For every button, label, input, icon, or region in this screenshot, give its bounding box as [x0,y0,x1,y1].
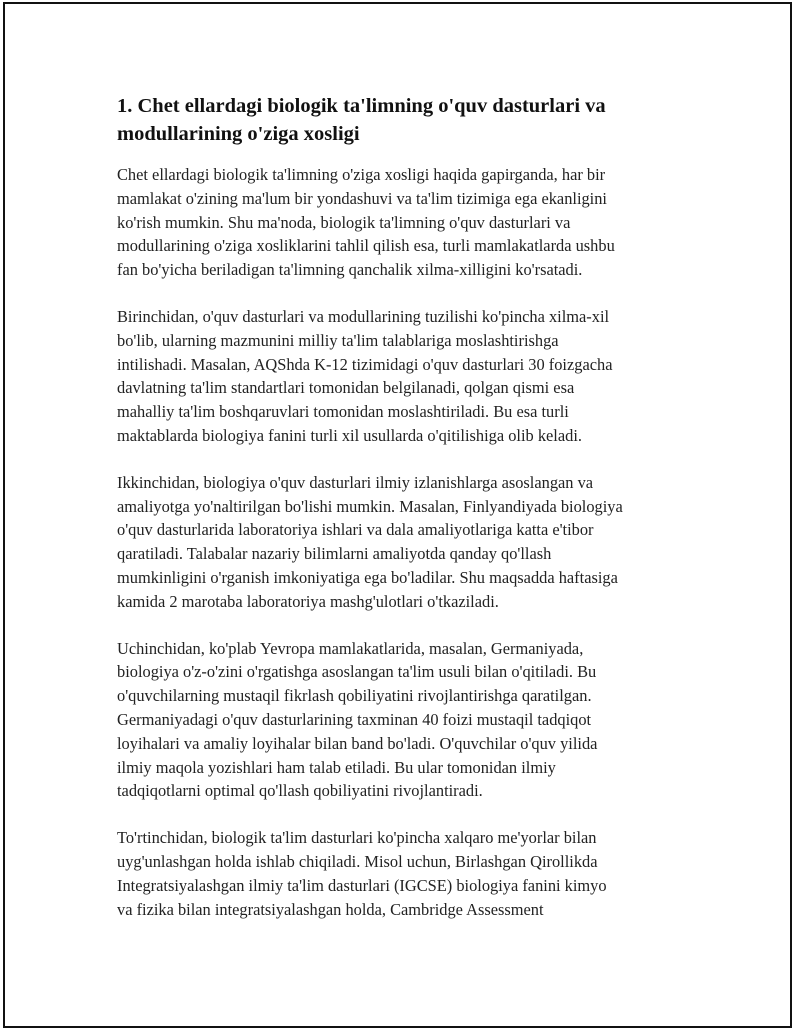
paragraph-fourth: To'rtinchidan, biologik ta'lim dasturlari ko'pincha xalqaro me'yorlar bilan uyg'unlashgan holda ishlab chiqiladi. Misol uchun, Birlashgan Qirollikda Integratsiyalashgan ilmiy ta'lim dasturlari (IGCSE) biologiya fanini kimyo va fizika bilan integratsiyalashgan holda, Cambridge Assessment [117,828,607,919]
paragraph-third: Uchinchidan, ko'plab Yevropa mamlakatlarida, masalan, Germaniyada, biologiya o'z-o'zini o'rgatishga asoslangan ta'lim usuli bilan o'qitiladi. Bu o'quvchilarning mustaqil fikrlash qobiliyatini rivojlantirishga qaratilgan. Germaniyadagi o'quv dasturlarining taxminan 40 foizi mustaqil tadqiqot loyihalari va amaliy loyihalar bilan band bo'ladi. O'quvchilar o'quv yilida ilmiy maqola yozishlari ham talab etiladi. Bu ular tomonidan ilmiy tadqiqotlarni optimal qo'llash qobiliyatini rivojlantiradi. [117,638,598,801]
document-body [117,92,697,944]
paragraph-first: Birinchidan, o'quv dasturlari va modullarining tuzilishi ko'pincha xilma-xil bo'lib, ularning mazmunini milliy ta'lim talablariga moslashtirishga intilishadi. Masalan, AQShda K-12 tizimidagi o'quv dasturlari 30 foizgacha davlatning ta'lim standartlari tomonidan belgilanadi, qolgan qismi esa mahalliy ta'lim boshqaruvlari tomonidan moslashtiriladi. Bu esa turli maktablarda biologiya fanini turli xil usullarda o'qitilishiga olib keladi. [117,306,613,445]
paragraph-second: Ikkinchidan, biologiya o'quv dasturlari ilmiy izlanishlarga asoslangan va amaliyotga yo'naltirilgan bo'lishi mumkin. Masalan, Finlyandiyada biologiya o'quv dasturlarida laboratoriya ishlari va dala amaliyotlariga katta e'tibor qaratiladi. Talabalar nazariy bilimlarni amaliyotda qanday qo'llash mumkinligini o'rganish imkoniyatiga ega bo'ladilar. Shu maqsadda haftasiga kamida 2 marotaba laboratoriya mashg'ulotlari o'tkaziladi. [117,472,623,611]
paragraph-intro: Chet ellardagi biologik ta'limning o'ziga xosligi haqida gapirganda, har bir mamlakat o'zining ma'lum bir yondashuvi va ta'lim tizimiga ega ekanligini ko'rish mumkin. Shu ma'noda, biologik ta'limning o'quv dasturlari va modullarining o'ziga xosliklarini tahlil qilish esa, turli mamlakatlarda ushbu fan bo'yicha beriladigan ta'limning qanchalik xilma-xilligini ko'rsatadi. [117,165,615,280]
section-heading: 1. Chet ellardagi biologik ta'limning o'quv dasturlari va modullarining o'ziga xosligi [117,95,606,145]
